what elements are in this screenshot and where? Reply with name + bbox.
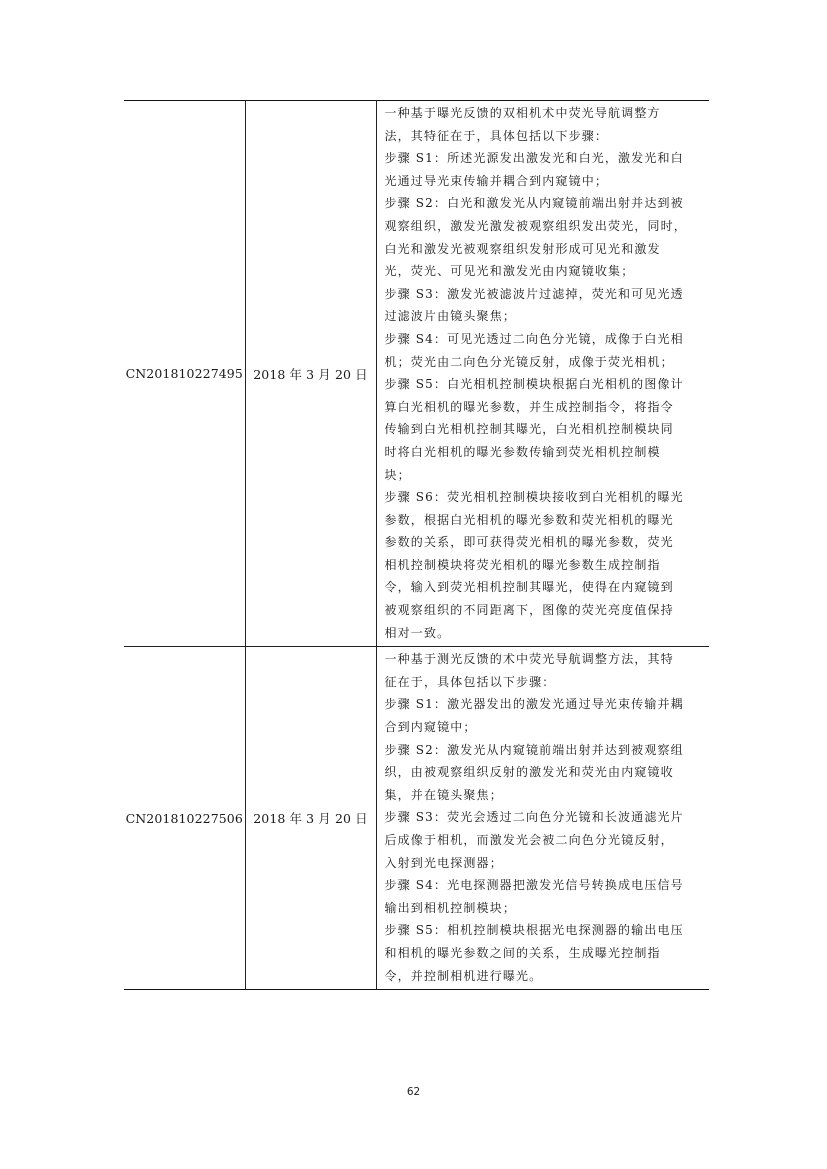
description-line: 步骤 S1：激光器发出的激发光通过导光束传输并耦 [384, 697, 684, 712]
description-line: 后成像于相机，而激发光会被二向色分光镜反射， [384, 833, 674, 847]
description-line: 光，荧光、可见光和激发光由内窥镜收集； [384, 264, 635, 279]
patent-number-cell: CN201810227506 [124, 647, 245, 990]
claim-description-cell [376, 647, 709, 990]
description-line: 步骤 S5：白光相机控制模块根据白光相机的图像计 [384, 377, 684, 392]
claim-description-cell [376, 101, 709, 647]
description-line: 和相机的曝光参数之间的关系，生成曝光控制指 [384, 945, 661, 960]
description-line: 入射到光电探测器； [384, 855, 503, 870]
description-line: 机；荧光由二向色分光镜反射，成像于荧光相机； [384, 354, 674, 369]
description-line: 步骤 S1：所述光源发出激发光和白光，激发光和白 [384, 151, 684, 166]
description-line: 一种基于测光反馈的术中荧光导航调整方法，其特 [384, 652, 674, 667]
description-line: 一种基于曝光反馈的双相机术中荧光导航调整方 [384, 106, 661, 120]
description-line: 步骤 S5：相机控制模块根据光电探测器的输出电压 [384, 923, 684, 938]
table-row [124, 647, 709, 990]
description-line: 参数，根据白光相机的曝光参数和荧光相机的曝光 [384, 512, 674, 527]
description-line: 块； [384, 467, 411, 482]
description-line: 观察组织，激发光激发被观察组织发出荧光，同时， [384, 218, 687, 233]
description-line: 白光和激发光被观察组织发射形成可见光和激发 [384, 241, 661, 256]
description-line: 步骤 S3：荧光会透过二向色分光镜和长波通滤光片 [384, 810, 684, 825]
description-line: 令，并控制相机进行曝光。 [384, 968, 543, 983]
description-line: 征在于，具体包括以下步骤： [384, 674, 556, 689]
description-line: 参数的关系，即可获得荧光相机的曝光参数，荧光 [384, 535, 674, 550]
description-line: 步骤 S2：白光和激发光从内窥镜前端出射并达到被 [384, 196, 684, 211]
description-line: 步骤 S3：激发光被滤波片过滤掉，荧光和可见光透 [384, 286, 684, 301]
description-line: 相机控制模块将荧光相机的曝光参数生成控制指 [384, 557, 661, 572]
description-line: 过滤波片由镜头聚焦； [384, 309, 517, 324]
page-number: 62 [406, 1086, 421, 1098]
description-line: 相对一致。 [384, 625, 451, 640]
description-line: 被观察组织的不同距离下，图像的荧光亮度值保持 [384, 603, 674, 618]
description-line: 令，输入到荧光相机控制其曝光，使得在内窥镜到 [384, 580, 674, 595]
filing-date-cell: 2018 年 3 月 20 日 [245, 101, 376, 647]
patent-table [124, 100, 709, 990]
description-line: 输出到相机控制模块； [384, 900, 517, 915]
description-line: 步骤 S4：光电探测器把激发光信号转换成电压信号 [384, 878, 684, 893]
description-line: 时将白光相机的曝光参数传输到荧光相机控制模 [384, 444, 661, 459]
description-line: 织，由被观察组织反射的激发光和荧光由内窥镜收 [384, 765, 674, 780]
table-row [124, 101, 709, 647]
description-line: 步骤 S4：可见光透过二向色分光镜，成像于白光相 [384, 331, 684, 346]
description-line: 算白光相机的曝光参数，并生成控制指令，将指令 [384, 399, 674, 414]
description-line: 步骤 S6：荧光相机控制模块接收到白光相机的曝光 [384, 490, 684, 505]
description-line: 合到内窥镜中； [384, 720, 477, 735]
description-line: 法，其特征在于，具体包括以下步骤： [384, 128, 609, 143]
filing-date-cell: 2018 年 3 月 20 日 [245, 647, 376, 990]
description-line: 集，并在镜头聚焦； [384, 787, 503, 802]
description-line: 传输到白光相机控制其曝光，白光相机控制模块同 [384, 422, 674, 437]
description-line: 步骤 S2：激发光从内窥镜前端出射并达到被观察组 [384, 742, 684, 757]
patent-number-cell: CN201810227495 [124, 101, 245, 647]
patent-table-body [124, 101, 709, 990]
description-line: 光通过导光束传输并耦合到内窥镜中； [384, 173, 609, 188]
